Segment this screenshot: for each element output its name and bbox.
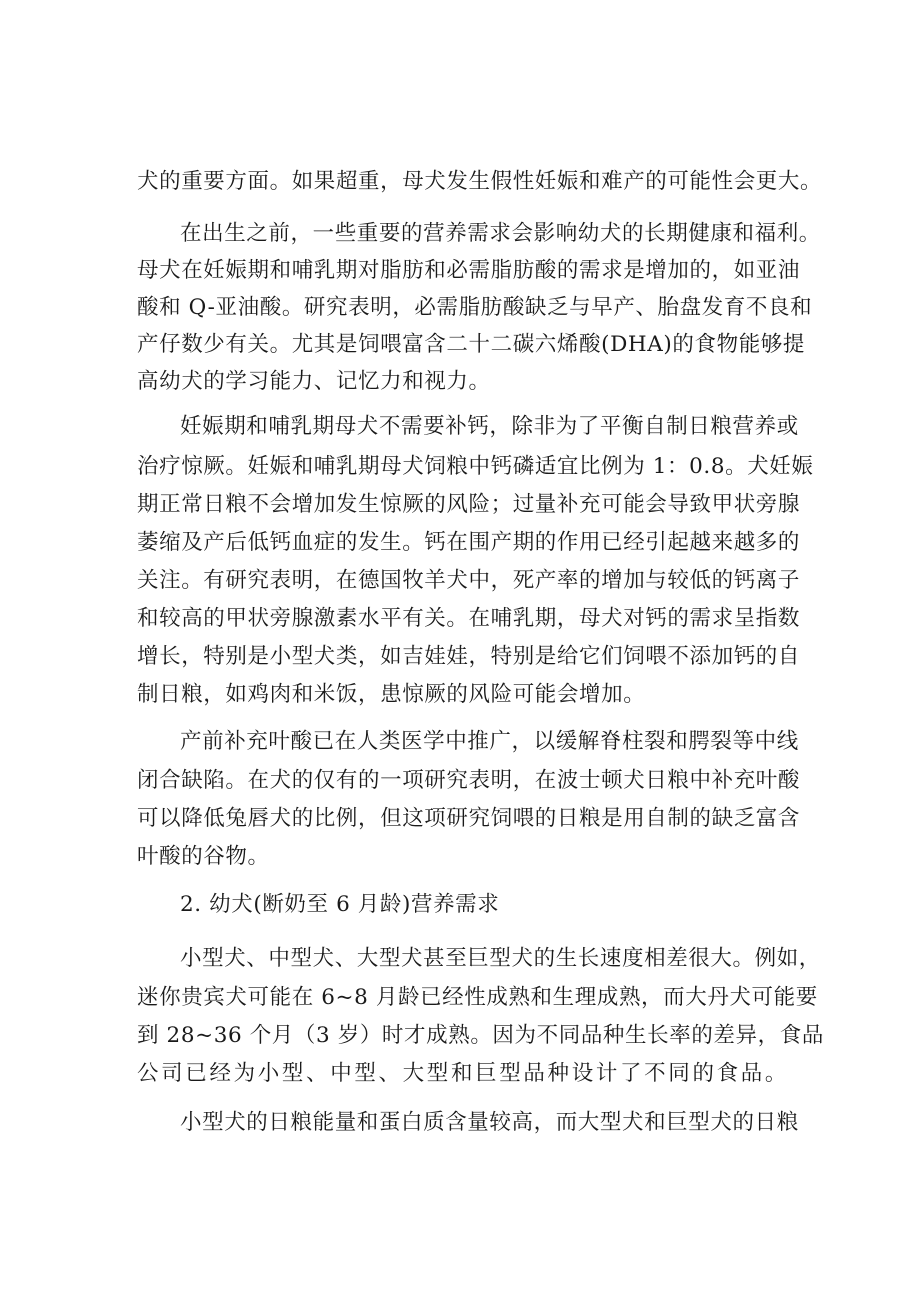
text-line: 小型犬的日粮能量和蛋白质含量较高，而大型犬和巨型犬的日粮 bbox=[180, 1110, 799, 1135]
text-line: 到 28~36 个月（3 岁）时才成熟。因为不同品种生长率的差异，食品 bbox=[137, 1023, 824, 1048]
text-line: 和较高的甲状旁腺激素水平有关。在哺乳期，母犬对钙的需求呈指数 bbox=[137, 606, 801, 631]
text-line: 母犬在妊娠期和哺乳期对脂肪和必需脂肪酸的需求是增加的，如亚油 bbox=[137, 258, 801, 283]
text-line: 高幼犬的学习能力、记忆力和视力。 bbox=[137, 369, 491, 394]
text-line: 小型犬、中型犬、大型犬甚至巨型犬的生长速度相差很大。例如， bbox=[180, 946, 821, 971]
text-line: 公司已经为小型、中型、大型和巨型品种设计了不同的食品。 bbox=[137, 1061, 790, 1086]
text-line: 叶酸的谷物。 bbox=[137, 844, 270, 869]
text-line: 闭合缺陷。在犬的仅有的一项研究表明，在波士顿犬日粮中补充叶酸 bbox=[137, 768, 801, 793]
text-line: 可以降低兔唇犬的比例，但这项研究饲喂的日粮是用自制的缺乏富含 bbox=[137, 806, 801, 831]
text-line: 增长，特别是小型犬类，如吉娃娃，特别是给它们饲喂不添加钙的自 bbox=[137, 644, 801, 669]
text-line: 关注。有研究表明，在德国牧羊犬中，死产率的增加与较低的钙离子 bbox=[137, 568, 801, 593]
section-heading: 2. 幼犬(断奶至 6 月龄)营养需求 bbox=[180, 892, 500, 917]
text-line: 产前补充叶酸已在人类医学中推广，以缓解脊柱裂和腭裂等中线 bbox=[180, 729, 799, 754]
text-line: 酸和 Q-亚油酸。研究表明，必需脂肪酸缺乏与早产、胎盘发育不良和 bbox=[137, 295, 813, 320]
text-line: 在出生之前，一些重要的营养需求会影响幼犬的长期健康和福利。 bbox=[180, 221, 821, 246]
text-line: 妊娠期和哺乳期母犬不需要补钙，除非为了平衡自制日粮营养或 bbox=[180, 414, 799, 439]
text-line: 萎缩及产后低钙血症的发生。钙在围产期的作用已经引起越来越多的 bbox=[137, 530, 801, 555]
text-line: 犬的重要方面。如果超重，母犬发生假性妊娠和难产的可能性会更大。 bbox=[137, 169, 823, 194]
text-line: 期正常日粮不会增加发生惊厥的风险；过量补充可能会导致甲状旁腺 bbox=[137, 492, 801, 517]
text-line: 制日粮，如鸡肉和米饭，患惊厥的风险可能会增加。 bbox=[137, 682, 646, 707]
text-line: 迷你贵宾犬可能在 6~8 月龄已经性成熟和生理成熟，而大丹犬可能要 bbox=[137, 985, 818, 1010]
text-line: 产仔数少有关。尤其是饲喂富含二十二碳六烯酸(DHA)的食物能够提 bbox=[137, 332, 805, 357]
text-line: 治疗惊厥。妊娠和哺乳期母犬饲粮中钙磷适宜比例为 1：0.8。犬妊娠 bbox=[137, 454, 814, 479]
